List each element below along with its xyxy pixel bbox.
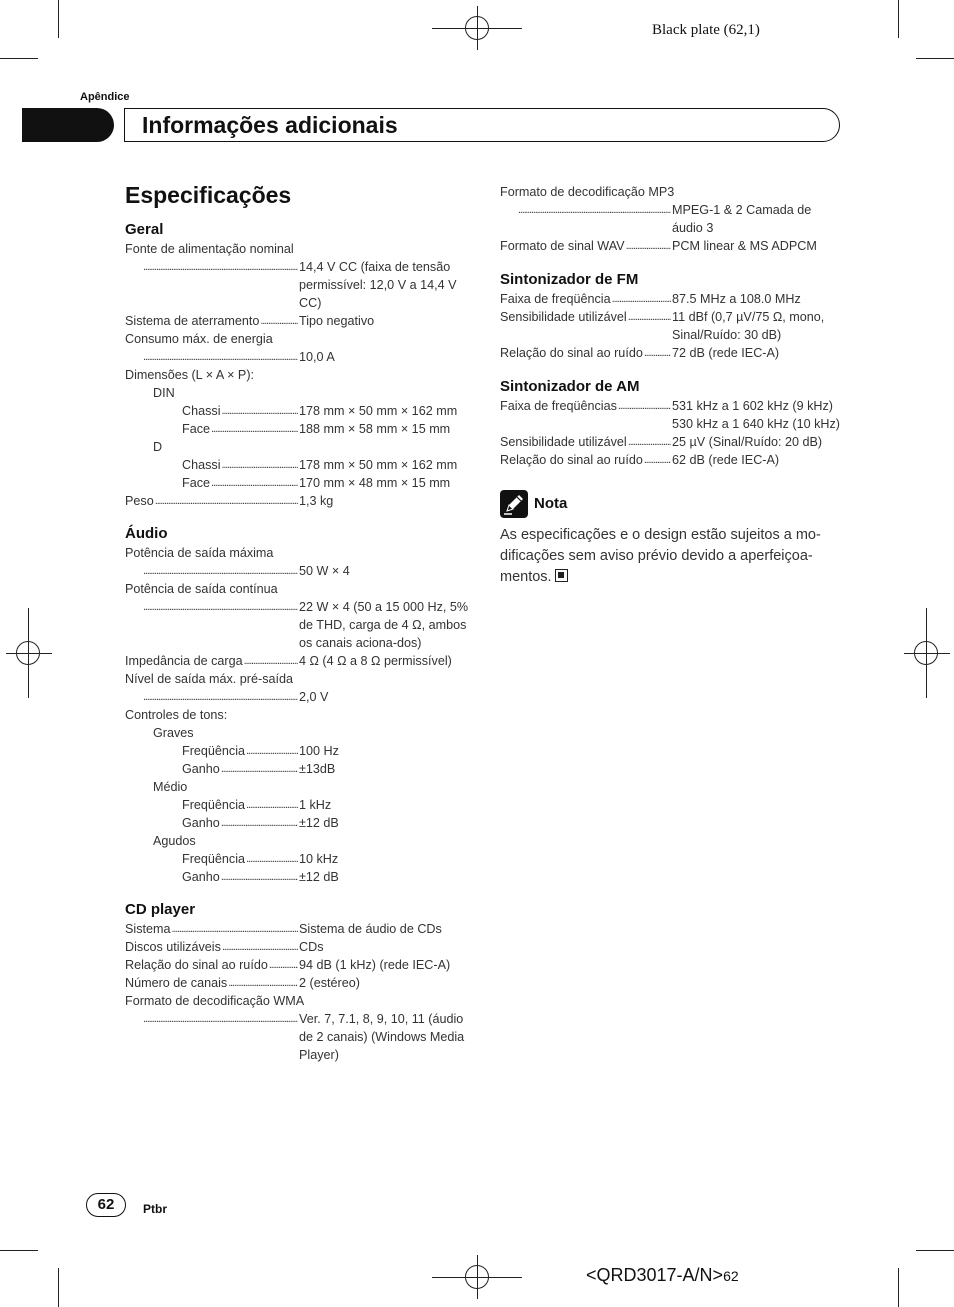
spec-row: Relação do sinal ao ruído ..... 72 dB (rede IEC-A) [500,344,844,362]
spec-label: Dimensões (L × A × P): [125,368,255,382]
crop-mark [0,58,38,59]
spec-row: Sensibilidade utilizável ..... 11 dBf (0,7 µV/75 Ω, mono, Sinal/Ruído: 30 dB) [500,308,844,344]
spec-value: 14,4 V CC (faixa de tensão permissível: 12,0 V a 14,4 V CC) [299,260,457,310]
spec-row: Freqüência ..... 100 Hz [125,742,470,760]
spec-row: Ganho ..... ±12 dB [125,868,470,886]
spec-row: Faixa de freqüências ..... 531 kHz a 1 602 kHz (9 kHz) 530 kHz a 1 640 kHz (10 kHz) [500,397,844,433]
spec-row: Relação do sinal ao ruído ..... 94 dB (1 kHz) (rede IEC-A) [125,956,470,974]
plate-label: Black plate (62,1) [652,22,760,38]
doc-code-text: <QRD3017-A/N> [586,1265,724,1285]
spec-label: Potência de saída máxima [125,546,274,560]
crop-mark [58,1268,59,1307]
cd-heading: CD player [125,901,196,918]
document-code [586,1265,739,1286]
right-column [500,183,844,588]
spec-row: Sensibilidade utilizável ..... 25 µV (Sinal/Ruído: 20 dB) [500,433,844,451]
spec-row: Chassi ..... 178 mm × 50 mm × 162 mm [125,456,470,474]
end-mark-icon [555,569,568,582]
spec-row: ..... 2,0 V [125,688,470,706]
page-number-badge: 62 [86,1193,126,1217]
spec-row: Faixa de freqüência ..... 87.5 MHz a 108.0 MHz [500,290,844,308]
spec-label: Médio [153,780,188,794]
note-pencil-icon [500,490,528,518]
geral-heading: Geral [125,221,164,238]
spec-row: Chassi ..... 178 mm × 50 mm × 162 mm [125,402,470,420]
spec-row: Sistema de aterramento ..... Tipo negativo [125,312,470,330]
spec-label: Formato de decodificação WMA [125,994,305,1008]
spec-row: ..... 22 W × 4 (50 a 15 000 Hz, 5% de THD, carga de 4 Ω, ambos os canais aciona-dos) [125,598,470,652]
note-header [500,490,844,518]
spec-row: Face ..... 188 mm × 58 mm × 15 mm [125,420,470,438]
spec-label: Graves [153,726,194,740]
spec-row: Discos utilizáveis ..... CDs [125,938,470,956]
spec-row: Relação do sinal ao ruído ..... 62 dB (rede IEC-A) [500,451,844,469]
spec-row: Sistema ..... Sistema de áudio de CDs [125,920,470,938]
doc-page-number: 62 [723,1268,739,1284]
spec-row: Face ..... 170 mm × 48 mm × 15 mm [125,474,470,492]
spec-label: DIN [153,386,175,400]
crop-mark [898,0,899,38]
spec-label: Nível de saída máx. pré-saída [125,672,293,686]
header-tab [22,108,114,142]
crop-mark [58,0,59,38]
spec-row: Número de canais ..... 2 (estéreo) [125,974,470,992]
spec-label: D [153,440,163,454]
spec-row: Freqüência ..... 1 kHz [125,796,470,814]
crop-mark [898,1268,899,1307]
spec-row: ..... MPEG-1 & 2 Camada de áudio 3 [500,201,844,237]
spec-label: Formato de decodificação MP3 [500,185,675,199]
spec-row: Peso ..... 1,3 kg [125,492,470,510]
section-label: Apêndice [80,91,130,103]
page-title: Especificações [125,182,292,208]
note-body [500,525,844,588]
spec-row: Formato de sinal WAV ..... PCM linear & MS ADPCM [500,237,844,255]
spec-row: Impedância de carga ..... 4 Ω (4 Ω a 8 Ω permissível) [125,652,470,670]
spec-row: ..... 10,0 A [125,348,470,366]
spec-row [125,258,470,312]
language-label: Ptbr [143,1202,167,1216]
spec-row: Ganho ..... ±12 dB [125,814,470,832]
spec-row: ..... Ver. 7, 7.1, 8, 9, 10, 11 (áudio de 2 canais) (Windows Media Player) [125,1010,470,1064]
note-text: As especificações e o design estão sujeitos a mo-dificações sem aviso prévio devido a aperfeiçoa-mentos. [500,527,821,585]
spec-label: Agudos [153,834,196,848]
spec-label: Potência de saída contínua [125,582,278,596]
am-heading: Sintonizador de AM [500,378,640,395]
crop-mark [916,1250,954,1251]
left-column [125,220,470,1064]
fm-heading: Sintonizador de FM [500,271,639,288]
spec-row: ..... 50 W × 4 [125,562,470,580]
spec-row: Freqüência ..... 10 kHz [125,850,470,868]
note-title: Nota [534,495,568,512]
spec-row: Ganho ..... ±13dB [125,760,470,778]
crop-mark [916,58,954,59]
spec-label: Fonte de alimentação nominal [125,242,294,256]
crop-mark [0,1250,38,1251]
spec-label: Consumo máx. de energia [125,332,273,346]
header-title: Informações adicionais [142,112,398,138]
spec-label: Controles de tons: [125,708,228,722]
audio-heading: Áudio [125,525,168,542]
